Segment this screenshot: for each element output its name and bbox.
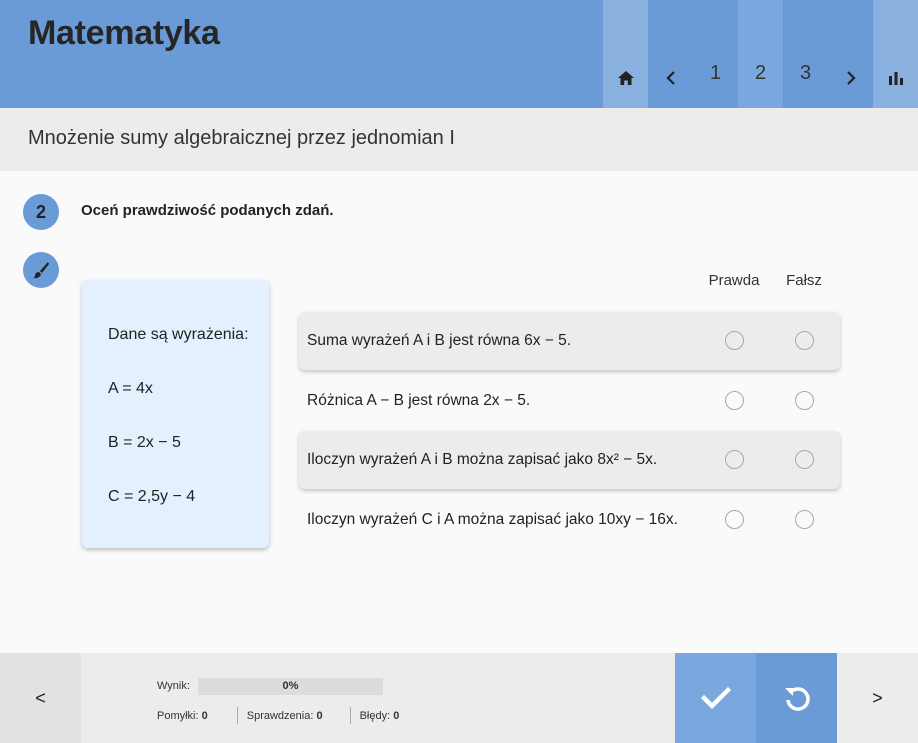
expressions-intro: Dane są wyrażenia: [108, 326, 249, 343]
bar-chart-icon [889, 71, 903, 85]
page-navigation [603, 0, 918, 108]
checkmark-icon [701, 686, 731, 710]
lesson-title: Mnożenie sumy algebraicznej przez jednomian I [28, 127, 455, 149]
errors-stat: Błędy: 0 [359, 709, 400, 722]
next-task-button[interactable]: > [837, 653, 918, 743]
footer-bar [0, 653, 918, 743]
divider [350, 707, 351, 724]
statement-row-1 [299, 312, 840, 370]
statement-row-2 [299, 372, 840, 430]
brush-icon [23, 252, 59, 288]
expression-c: C = 2,5y − 4 [108, 488, 196, 505]
false-radio[interactable] [795, 391, 814, 410]
score-value: 0% [282, 680, 299, 692]
task-instruction: Oceń prawdziwość podanych zdań. [81, 202, 334, 219]
statement-text: Iloczyn wyrażeń C i A można zapisać jako 10xy − 16x. [307, 511, 678, 528]
true-radio[interactable] [725, 331, 744, 350]
statement-text: Różnica A − B jest równa 2x − 5. [307, 392, 531, 409]
mistakes-stat: Pomyłki: 0 [157, 709, 208, 722]
expression-b: B = 2x − 5 [108, 434, 181, 451]
reset-button[interactable] [756, 653, 837, 743]
divider [237, 707, 238, 724]
prev-page-button[interactable] [648, 0, 693, 108]
chevron-left-icon [666, 71, 676, 85]
lesson-bar [0, 108, 918, 171]
score-progress-bar [198, 678, 383, 695]
chevron-right-icon [846, 71, 856, 85]
prev-task-button[interactable]: < [0, 653, 81, 743]
reset-icon [783, 684, 811, 712]
false-radio[interactable] [795, 450, 814, 469]
app-title: Matematyka [28, 14, 220, 52]
checks-stat: Sprawdzenia: 0 [246, 709, 323, 722]
true-radio[interactable] [725, 391, 744, 410]
stats-row [157, 707, 399, 724]
check-answers-button[interactable] [675, 653, 756, 743]
stats-button[interactable] [873, 0, 918, 108]
false-radio[interactable] [795, 331, 814, 350]
home-icon [618, 71, 634, 85]
page-3-button[interactable]: 3 [799, 62, 812, 84]
true-radio[interactable] [725, 510, 744, 529]
false-radio[interactable] [795, 510, 814, 529]
task-number-badge: 2 [23, 194, 59, 230]
true-column-header: Prawda [708, 272, 760, 289]
false-column-header: Fałsz [786, 272, 822, 289]
expression-a: A = 4x [108, 380, 153, 397]
expressions-card [82, 280, 269, 548]
page-1-button[interactable]: 1 [709, 62, 722, 84]
statement-row-4 [299, 491, 840, 549]
next-page-button[interactable] [828, 0, 873, 108]
page-2-button[interactable]: 2 [738, 0, 783, 108]
statement-row-3 [299, 431, 840, 489]
statement-text: Suma wyrażeń A i B jest równa 6x − 5. [307, 332, 572, 349]
home-button[interactable] [603, 0, 648, 108]
statement-text: Iloczyn wyrażeń A i B można zapisać jako 8x² − 5x. [307, 451, 658, 468]
true-radio[interactable] [725, 450, 744, 469]
score-label: Wynik: [157, 680, 190, 692]
app-header [0, 0, 918, 108]
